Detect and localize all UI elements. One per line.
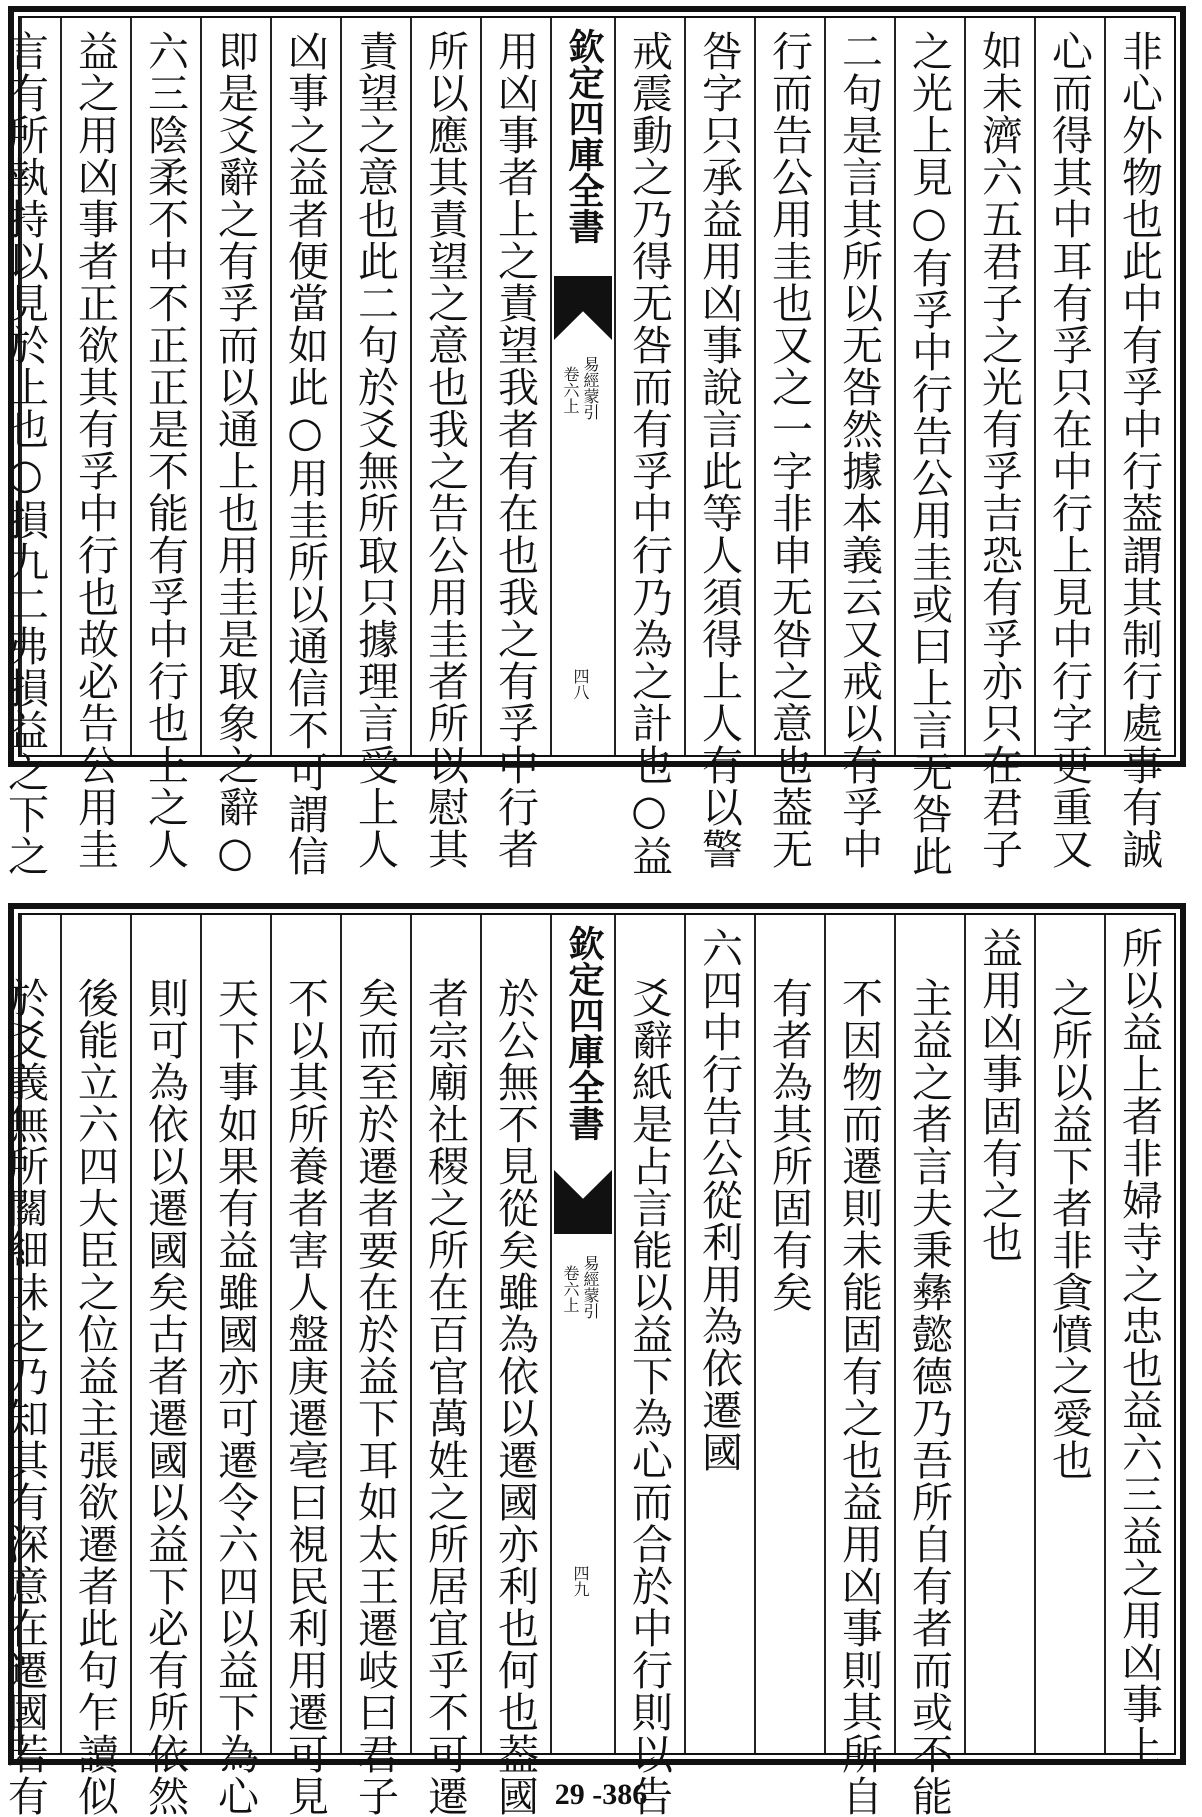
text-column	[410, 915, 480, 1817]
text-column	[824, 18, 894, 870]
text-column	[200, 915, 270, 1817]
text-column	[1104, 18, 1174, 870]
text-column	[340, 18, 410, 870]
text-column	[60, 18, 130, 870]
column-text: 矣而至於遷者要在於益下耳如太王遷岐曰君子	[351, 977, 399, 1817]
column-text: 益用凶事固有之也	[975, 927, 1023, 1263]
column-text: 戒震動之乃得无咎而有孚中行乃為之計也○益	[625, 30, 673, 877]
text-column	[1, 18, 60, 877]
center-fold	[550, 915, 614, 1753]
column-text: 於公無不見從矣雖為依以遷國亦利也何也葢國	[491, 977, 539, 1817]
text-column	[1104, 915, 1174, 1767]
text-column	[614, 915, 684, 1817]
book-title: 易經蒙引	[581, 1255, 600, 1319]
text-column	[964, 18, 1034, 870]
text-column	[1034, 915, 1104, 1753]
fold-title: 欽定四庫全書	[563, 28, 605, 244]
text-column	[60, 915, 130, 1817]
text-column	[480, 915, 550, 1817]
column-text: 所以益上者非婦寺之忠也益六三益之用凶事上	[1115, 927, 1163, 1767]
page-number: 四八	[571, 668, 590, 700]
fishtail-mark	[554, 276, 612, 340]
text-column	[684, 18, 754, 870]
column-text: 不以其所養者害人盤庚遷亳曰視民利用遷可見	[281, 977, 329, 1817]
column-text: 責望之意也此二句於爻無所取只據理言受上人	[351, 30, 399, 870]
text-column	[964, 915, 1034, 1753]
column-text: 於爻義無所關細味之乃知其有深意在遷國若有	[1, 977, 49, 1817]
text-column	[340, 915, 410, 1817]
volume-label: 卷六上	[561, 1265, 580, 1313]
text-column	[614, 18, 684, 877]
top-page	[1, 6, 1186, 877]
column-text: 爻辭紙是占言能以益下為心而合於中行則以告	[625, 977, 673, 1817]
top-page-columns	[1, 18, 1174, 877]
text-column	[894, 18, 964, 877]
book-title: 易經蒙引	[581, 356, 600, 420]
column-text: 用凶事者上之責望我者有在也我之有孚中行者	[491, 30, 539, 870]
text-column	[894, 915, 964, 1817]
column-text: 二句是言其所以无咎然據本義云又戒以有孚中	[835, 30, 883, 870]
text-column	[480, 18, 550, 870]
column-text: 不因物而遷則未能固有之也益用凶事則其所自	[835, 977, 883, 1817]
text-column	[270, 18, 340, 877]
column-text: 六三陰柔不中不正正是不能有孚中行也上之人	[141, 30, 189, 870]
column-text: 心而得其中耳有孚只在中行上見中行字更重又	[1045, 30, 1093, 870]
fishtail-mark	[554, 1170, 612, 1234]
volume-label: 卷六上	[561, 366, 580, 414]
column-text: 主益之者言夫秉彝懿德乃吾所自有者而或不能	[905, 977, 953, 1817]
text-column	[410, 18, 480, 870]
fold-title: 欽定四庫全書	[563, 925, 605, 1141]
column-text: 之所以益下者非貪憤之愛也	[1045, 977, 1093, 1481]
column-text: 咎字只承益用凶事說言此等人須得上人有以警	[695, 30, 743, 870]
text-column	[754, 18, 824, 870]
column-text: 六四中行告公從利用為依遷國	[695, 927, 743, 1473]
text-column	[1034, 18, 1104, 870]
text-column	[200, 18, 270, 877]
text-column	[270, 915, 340, 1817]
text-column	[684, 915, 754, 1753]
text-column	[130, 18, 200, 870]
text-column	[1, 915, 60, 1817]
column-text: 行而告公用圭也又之一字非申无咎之意也葢无	[765, 30, 813, 870]
column-text: 所以應其責望之意也我之告公用圭者所以慰其	[421, 30, 469, 870]
page-footer-number: 29 -386	[554, 1778, 648, 1811]
top-page-frame	[1, 16, 1176, 877]
column-text: 者宗廟社稷之所在百官萬姓之所居宜乎不可遷	[421, 977, 469, 1817]
text-column	[824, 915, 894, 1817]
text-column	[130, 915, 200, 1817]
column-text: 之光上見○有孚中行告公用圭或曰上言无咎此	[905, 30, 953, 877]
column-text: 則可為依以遷國矣古者遷國以益下必有所依然	[141, 977, 189, 1817]
column-text: 凶事之益者便當如此○用圭所以通信不可謂信	[281, 30, 329, 877]
column-text: 非心外物也此中有孚中行葢謂其制行處事有誠	[1115, 30, 1163, 870]
column-text: 如未濟六五君子之光有孚吉恐有孚亦只在君子	[975, 30, 1023, 870]
column-text: 天下事如果有益雖國亦可遷令六四以益下為心	[211, 977, 259, 1817]
column-text: 即是爻辭之有孚而以通上也用圭是取象之辭○	[211, 30, 259, 877]
column-text: 言有所執持以見於上也○損九二弗損益之下之	[1, 30, 49, 877]
center-fold	[550, 18, 614, 755]
column-text: 後能立六四大臣之位益主張欲遷者此句乍讀似	[71, 977, 119, 1817]
text-column	[754, 915, 824, 1753]
page-number: 四九	[571, 1565, 590, 1597]
column-text: 益之用凶事者正欲其有孚中行也故必告公用圭	[71, 30, 119, 870]
column-text: 有者為其所固有矣	[765, 977, 813, 1313]
